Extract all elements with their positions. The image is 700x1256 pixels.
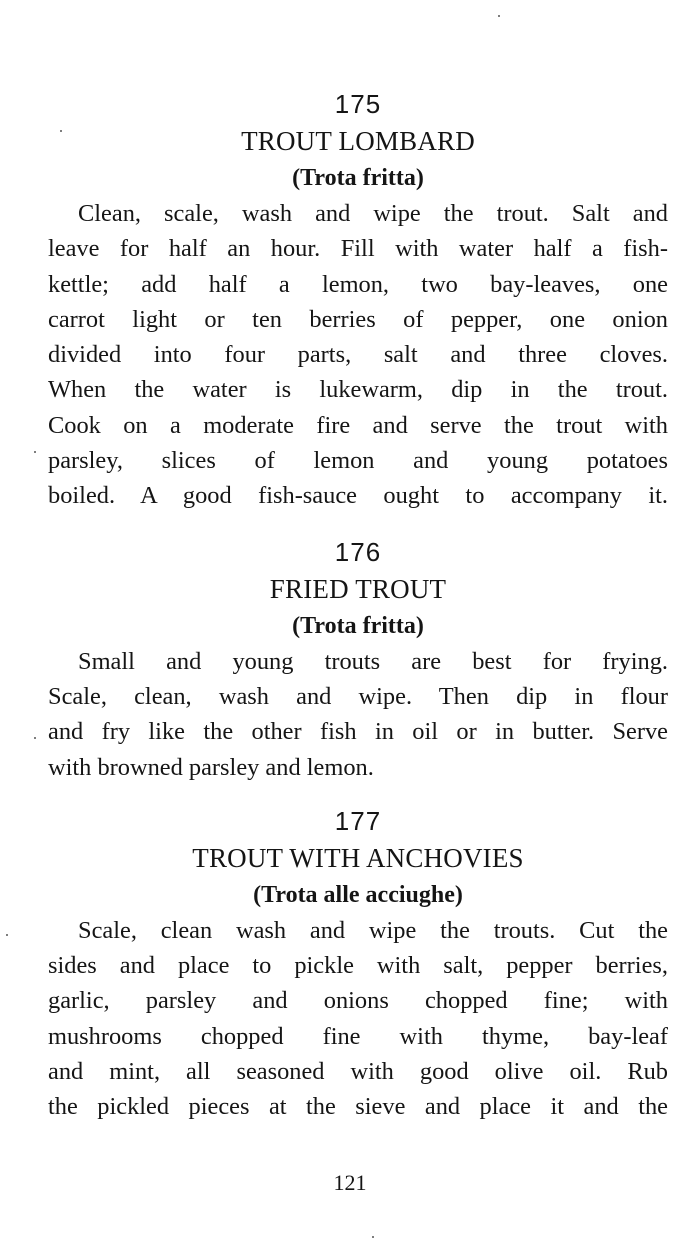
recipe-title: FRIED TROUT bbox=[269, 573, 447, 604]
recipe-title: TROUT LOMBARD bbox=[241, 126, 475, 156]
body-line: Small and young trouts are best for frying. bbox=[78, 647, 668, 675]
recipe-subtitle: (Trota alle acciughe) bbox=[253, 881, 463, 908]
body-line: sides and place to pickle with salt, pepper berries, bbox=[48, 952, 668, 980]
body-line: Scale, clean, wash and wipe. Then dip in flour bbox=[48, 682, 668, 710]
body-line: and mint, all seasoned with good olive oil. Rub bbox=[48, 1058, 668, 1086]
print-speck bbox=[372, 1236, 374, 1238]
print-speck bbox=[60, 130, 62, 132]
body-line: When the water is lukewarm, dip in the trout. bbox=[48, 376, 668, 404]
recipe-number: 176 bbox=[334, 536, 382, 567]
print-speck bbox=[6, 934, 8, 936]
book-page bbox=[48, 86, 668, 1125]
recipe-subtitle: (Trota fritta) bbox=[292, 165, 424, 191]
recipe-body bbox=[48, 644, 668, 785]
recipe-subtitle: (Trota fritta) bbox=[292, 612, 424, 639]
body-line: Cook on a moderate fire and serve the trout with bbox=[48, 411, 668, 439]
recipe-177 bbox=[48, 803, 668, 1125]
recipe-body bbox=[48, 196, 668, 514]
body-line: kettle; add half a lemon, two bay-leaves, one bbox=[48, 270, 668, 298]
body-line: parsley, slices of lemon and young potatoes bbox=[48, 447, 668, 475]
body-line: mushrooms chopped fine with thyme, bay-leaf bbox=[48, 1022, 668, 1050]
recipe-175 bbox=[48, 86, 668, 514]
print-speck bbox=[498, 15, 500, 17]
recipe-body bbox=[48, 913, 668, 1125]
body-line: divided into four parts, salt and three cloves. bbox=[48, 341, 668, 369]
body-line: and fry like the other fish in oil or in butter. Serve bbox=[48, 718, 668, 746]
print-speck bbox=[34, 737, 36, 739]
body-line: the pickled pieces at the sieve and place it and the bbox=[48, 1093, 668, 1121]
body-line: Scale, clean wash and wipe the trouts. Cut the bbox=[78, 916, 668, 944]
page-number: 121 bbox=[333, 1170, 367, 1195]
recipe-number: 177 bbox=[334, 805, 382, 836]
body-line: carrot light or ten berries of pepper, one onion bbox=[48, 305, 668, 333]
body-line: boiled. A good fish-sauce ought to accompany it. bbox=[48, 482, 668, 510]
body-line: garlic, parsley and onions chopped fine; with bbox=[48, 987, 668, 1015]
body-line: with browned parsley and lemon. bbox=[48, 753, 374, 781]
recipe-number: 175 bbox=[334, 89, 382, 119]
recipe-176 bbox=[48, 534, 668, 785]
recipe-title: TROUT WITH ANCHOVIES bbox=[192, 842, 524, 873]
body-line: leave for half an hour. Fill with water half a fish- bbox=[48, 235, 668, 263]
body-line: Clean, scale, wash and wipe the trout. Salt and bbox=[78, 200, 668, 227]
print-speck bbox=[34, 451, 36, 453]
